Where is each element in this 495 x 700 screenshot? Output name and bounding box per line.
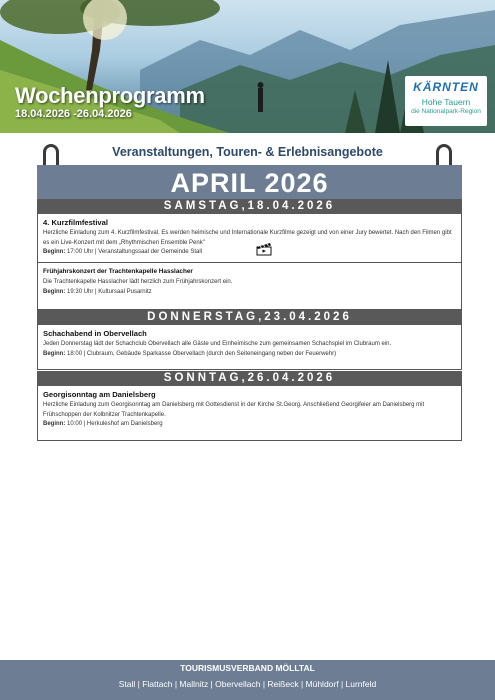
begin-label: Beginn: <box>43 350 66 357</box>
event-begin <box>43 248 456 258</box>
event-description: Jeden Donnerstag lädt der Schachclub Obervellach alle Gäste und Einheimische zum gemeinsamen Schachspiel im Clubraum ein. <box>43 341 392 347</box>
event-title: Schachabend in Obervellach <box>43 329 147 338</box>
begin-value: 18:00 | Clubraum, Gebäude Sparkasse Obervellach (durch den Seiteneingang neben der Feuerwehr) <box>67 350 337 357</box>
begin-value: 17:00 Uhr | Veranstaltungssaal der Gemeinde Stall <box>67 249 202 256</box>
event-card <box>37 262 462 310</box>
page-footer <box>0 660 495 700</box>
begin-label: Beginn: <box>43 249 66 256</box>
event-begin <box>43 350 456 360</box>
begin-label: Beginn: <box>43 288 66 295</box>
begin-label: Beginn: <box>43 421 66 428</box>
footer-towns: Stall | Flattach | Mallnitz | Obervellach | Reißeck | Mühldorf | Lurnfeld <box>118 679 377 689</box>
event-description: Herzliche Einladung zum 4. Kurzfilmfestival. Es werden heimische und Internationale Kurzfilme gezeigt und von einer Jury bewertet. Nach den Filmen gibt es ein Live-Konzert mit dem „Rhythmischen Ensemble Penk" <box>43 230 452 246</box>
film-clapper-icon <box>256 242 272 256</box>
event-title: Georgisonntag am Danielsberg <box>43 390 156 399</box>
event-description: Die Trachtenkapelle Hasslacher lädt herzlich zum Frühjahrskonzert ein. <box>43 279 233 285</box>
event-card <box>37 214 462 262</box>
page-title: Wochenprogramm <box>15 83 205 108</box>
event-card <box>37 325 462 370</box>
begin-value: 10:00 | Herkuleshof am Danielsberg <box>67 421 163 428</box>
logo-brand: KÄRNTEN <box>413 80 479 94</box>
event-title: 4. Kurzfilmfestival <box>43 218 108 227</box>
region-logo <box>405 76 487 126</box>
day-header: SONNTAG,26.04.2026 <box>37 371 462 386</box>
date-range: 18.04.2026 -26.04.2026 <box>15 108 132 120</box>
section-subtitle: Veranstaltungen, Touren- & Erlebnisangebote <box>112 145 383 159</box>
event-card <box>37 386 462 441</box>
logo-line-1: Hohe Tauern <box>421 97 471 107</box>
logo-line-2: die Nationalpark-Region <box>411 108 481 115</box>
begin-value: 19:30 Uhr | Kultursaal Pusarnitz <box>67 288 152 295</box>
event-begin <box>43 420 456 430</box>
event-description: Herzliche Einladung zum Georgisonntag am Danielsberg mit Gottesdienst in der Kirche St.Georg. Anschließend Georgifeier am Danielsberg mit Frühschoppen der Kolbnitzer Trachtenkapelle. <box>43 402 425 418</box>
day-header: DONNERSTAG,23.04.2026 <box>37 310 462 325</box>
event-title: Frühjahrskonzert der Trachtenkapelle Hasslacher <box>43 268 193 275</box>
event-begin <box>43 288 456 298</box>
footer-organization: TOURISMUSVERBAND MÖLLTAL <box>180 663 315 673</box>
month-heading: APRIL 2026 <box>37 165 462 199</box>
header-photo <box>0 0 495 133</box>
day-header: SAMSTAG,18.04.2026 <box>37 199 462 214</box>
